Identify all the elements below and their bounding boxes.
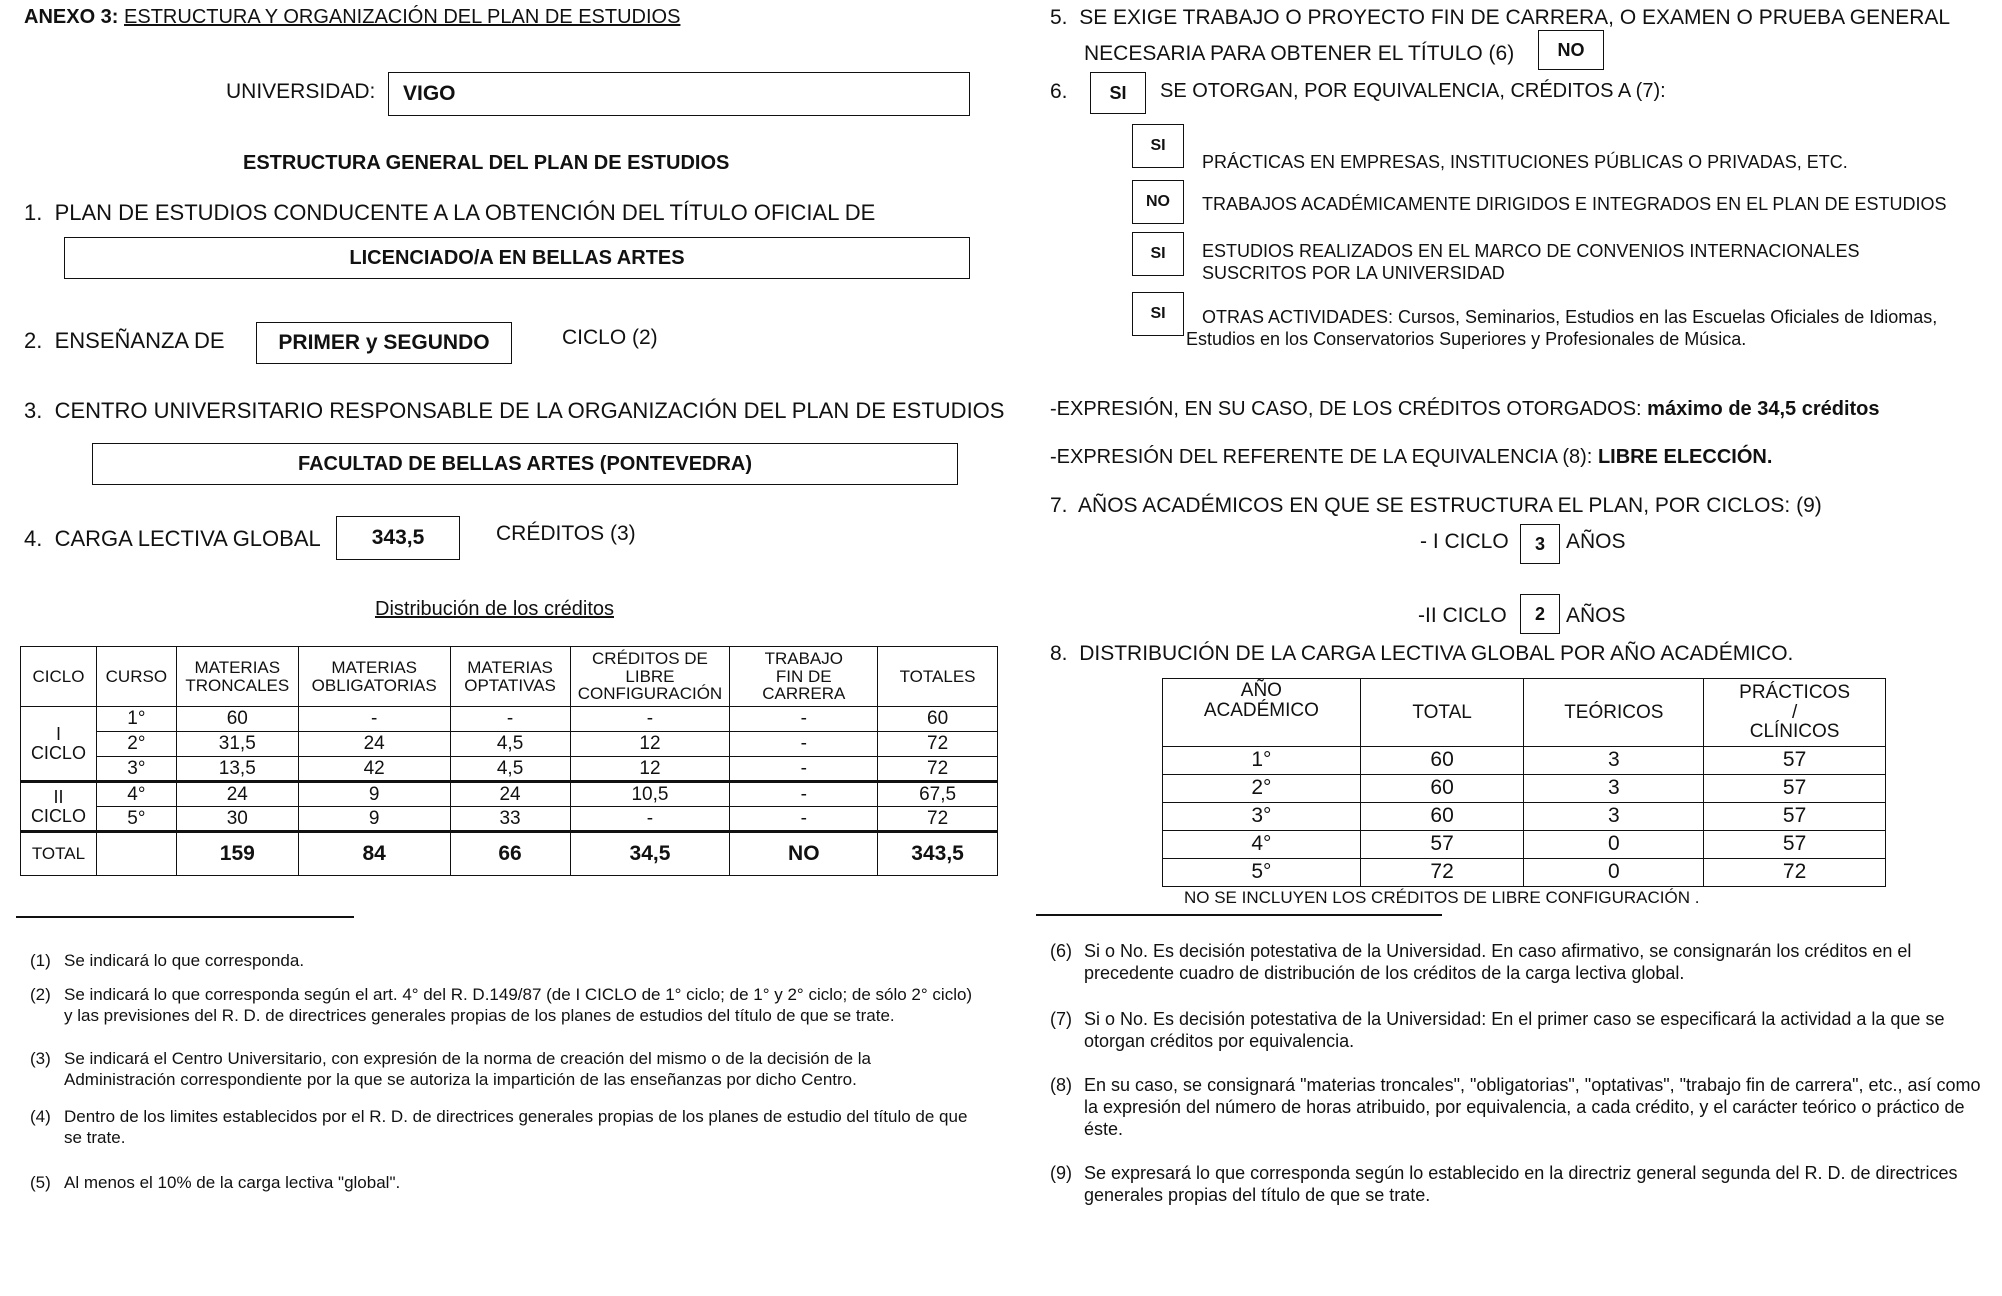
- table-cell: 72: [1360, 859, 1524, 887]
- option1-value: SI: [1150, 137, 1166, 154]
- table-cell: 3: [1524, 775, 1704, 803]
- table-cell: 67,5: [878, 782, 998, 807]
- footnote-9: (9) Se expresará lo que corresponda según lo establecido en la directriz general segunda del R. D. de directrices generales propias del título de que se trate.: [1050, 1163, 1958, 1205]
- table-cell: 60: [1360, 747, 1524, 775]
- item1-value-box: [64, 237, 970, 279]
- option4-text: [1186, 306, 1937, 350]
- table-cell: 13,5: [176, 757, 298, 782]
- option1-text: PRÁCTICAS EN EMPRESAS, INSTITUCIONES PÚBLICAS O PRIVADAS, ETC.: [1202, 152, 1848, 172]
- table-cell: 72: [878, 732, 998, 757]
- option4-box: [1132, 292, 1184, 336]
- table-cell: 60: [878, 707, 998, 732]
- header-obligatorias: MATERIAS OBLIGATORIAS: [298, 647, 450, 707]
- table-cell: 4°: [1163, 831, 1361, 859]
- item6-value-box: [1090, 72, 1146, 114]
- footnote-7: (7) Si o No. Es decisión potestativa de la Universidad: En el primer caso se especificará la actividad a la que se otorgan créditos por equivalencia.: [1050, 1009, 1945, 1051]
- item7-ciclo2-box: [1520, 594, 1560, 634]
- table-cell: 84: [298, 832, 450, 876]
- expresion1-line: [1050, 398, 1880, 421]
- item4-suffix: CRÉDITOS (3): [496, 522, 636, 545]
- item7-ciclo2-value: 2: [1534, 603, 1545, 624]
- item7-ciclo1-value: 3: [1534, 533, 1545, 554]
- table-cell: 2°: [96, 732, 176, 757]
- item4-value-box: [336, 516, 460, 560]
- item7-num: 7.: [1050, 494, 1068, 517]
- header-trabajo: TRABAJO FIN DE CARRERA: [730, 647, 878, 707]
- item1-text: PLAN DE ESTUDIOS CONDUCENTE A LA OBTENCIÓN DEL TÍTULO OFICIAL DE: [54, 200, 876, 225]
- table-cell: 10,5: [570, 782, 730, 807]
- ciclo1-cell: I CICLO: [21, 707, 97, 782]
- table-cell: 66: [450, 832, 570, 876]
- table-cell: 12: [570, 732, 730, 757]
- item2-suffix: CICLO (2): [562, 326, 658, 349]
- footnote-4: (4) Dentro de los limites establecidos por el R. D. de directrices generales propias de los planes de estudio del título de que se trate.: [30, 1107, 968, 1147]
- table-row: [1163, 803, 1886, 831]
- item8-line: [1050, 642, 1793, 666]
- option3-text: [1202, 240, 1859, 284]
- option3-text-line2: SUSCRITOS POR LA UNIVERSIDAD: [1202, 263, 1505, 283]
- expresion2-value: LIBRE ELECCIÓN.: [1597, 446, 1773, 468]
- table-row: [21, 782, 998, 807]
- footnote-2: (2) Se indicará lo que corresponda según el art. 4° del R. D.149/87 (de I CICLO de 1° ciclo; de 1° y 2° ciclo; de sólo 2° ciclo) y las previsiones del R. D. de directrices generales propias de los planes de estudios del título de que se trate.: [30, 985, 973, 1025]
- total-row: [21, 832, 998, 876]
- table-cell: 0: [1524, 859, 1704, 887]
- expresion2-label: -EXPRESIÓN DEL REFERENTE DE LA EQUIVALENCIA (8):: [1050, 446, 1593, 468]
- footnote-3: (3) Se indicará el Centro Universitario, con expresión de la norma de creación del mismo o de la decisión de la Administración correspondiente por la que se autoriza la impartición de las enseñanzas por dicho Centro.: [30, 1049, 871, 1089]
- header-optativas: MATERIAS OPTATIVAS: [450, 647, 570, 707]
- table-row: [21, 732, 998, 757]
- table-cell: 24: [176, 782, 298, 807]
- header-ano: AÑO ACADÉMICO: [1163, 679, 1361, 747]
- header-ciclo: CICLO: [21, 647, 97, 707]
- table-cell: -: [570, 707, 730, 732]
- table-cell: 3: [1524, 747, 1704, 775]
- universidad-value: VIGO: [403, 82, 456, 105]
- item1-line: [24, 200, 875, 226]
- table-cell: 5°: [96, 807, 176, 832]
- item7-ciclo1-label: - I CICLO: [1420, 530, 1509, 553]
- item7-text: AÑOS ACADÉMICOS EN QUE SE ESTRUCTURA EL PLAN, POR CICLOS: (9): [1078, 494, 1822, 517]
- item5-text-line1: SE EXIGE TRABAJO O PROYECTO FIN DE CARRERA, O EXAMEN O PRUEBA GENERAL: [1079, 6, 1951, 29]
- annex-heading: [24, 6, 680, 29]
- item6-value: SI: [1109, 82, 1127, 103]
- table-row: [21, 757, 998, 782]
- table-row: [1163, 775, 1886, 803]
- table-cell: 42: [298, 757, 450, 782]
- table-cell: 60: [176, 707, 298, 732]
- table-cell: -: [730, 707, 878, 732]
- table-cell: 9: [298, 782, 450, 807]
- universidad-value-box: [388, 72, 970, 116]
- item7-line: [1050, 494, 1822, 518]
- year-table: [1162, 678, 1886, 887]
- item3-text: CENTRO UNIVERSITARIO RESPONSABLE DE LA ORGANIZACIÓN DEL PLAN DE ESTUDIOS: [54, 398, 1005, 423]
- option4-value: SI: [1150, 305, 1166, 322]
- item2-value-box: [256, 322, 512, 364]
- item5-text-line2: NECESARIA PARA OBTENER EL TÍTULO (6): [1084, 42, 1515, 65]
- footnote-8: (8) En su caso, se consignará "materias troncales", "obligatorias", "optativas", "trabajo fin de carrera", etc., así como la expresión del número de horas atribuido, por equivalencia, a cada crédito, y el carácter teórico o práctico de éste.: [1050, 1075, 1981, 1139]
- table-cell: 9: [298, 807, 450, 832]
- table-cell: -: [730, 732, 878, 757]
- option4-text-line1: OTRAS ACTIVIDADES: Cursos, Seminarios, Estudios en las Escuelas Oficiales de Idiomas,: [1202, 307, 1938, 327]
- table-cell: 33: [450, 807, 570, 832]
- header-teoricos: TEÓRICOS: [1524, 679, 1704, 747]
- item3-num: 3.: [24, 398, 43, 423]
- table-cell: 72: [878, 807, 998, 832]
- distribucion-title: Distribución de los créditos: [375, 598, 614, 620]
- table-cell: 34,5: [570, 832, 730, 876]
- table-cell: 24: [450, 782, 570, 807]
- item2-value: PRIMER y SEGUNDO: [278, 331, 490, 354]
- header-curso: CURSO: [96, 647, 176, 707]
- year-header-row: [1163, 679, 1886, 747]
- table-cell: 3°: [96, 757, 176, 782]
- option3-value: SI: [1150, 245, 1166, 262]
- table-row: [21, 707, 998, 732]
- annex-label: ANEXO 3:: [24, 6, 119, 28]
- table-cell: 5°: [1163, 859, 1361, 887]
- table-cell: 57: [1704, 831, 1886, 859]
- table-cell: 343,5: [878, 832, 998, 876]
- option2-box: [1132, 180, 1184, 224]
- item5-line1: [1050, 6, 1998, 30]
- item3-line: [24, 398, 1004, 424]
- item2-line: [24, 328, 225, 354]
- option3-text-line1: ESTUDIOS REALIZADOS EN EL MARCO DE CONVENIOS INTERNACIONALES: [1202, 241, 1860, 261]
- header-totales: TOTALES: [878, 647, 998, 707]
- table-cell: 57: [1704, 803, 1886, 831]
- table-cell: 24: [298, 732, 450, 757]
- table-cell: 60: [1360, 803, 1524, 831]
- item8-num: 8.: [1050, 642, 1068, 665]
- table-cell: NO: [730, 832, 878, 876]
- item4-line: [24, 526, 321, 552]
- universidad-label: UNIVERSIDAD:: [226, 80, 376, 103]
- header-libre: CRÉDITOS DE LIBRE CONFIGURACIÓN: [570, 647, 730, 707]
- table-cell: -: [730, 807, 878, 832]
- table-cell: 31,5: [176, 732, 298, 757]
- item7-ciclo2-years: AÑOS: [1566, 604, 1626, 627]
- table-cell: 72: [1704, 859, 1886, 887]
- item4-text: CARGA LECTIVA GLOBAL: [54, 526, 321, 551]
- table-cell: 57: [1704, 775, 1886, 803]
- item3-value: FACULTAD DE BELLAS ARTES (PONTEVEDRA): [297, 452, 753, 475]
- expresion1-value: máximo de 34,5 créditos: [1647, 398, 1880, 420]
- table-cell: 72: [878, 757, 998, 782]
- table-cell: -: [730, 782, 878, 807]
- credits-header-row: [21, 647, 998, 707]
- item6-num: 6.: [1050, 80, 1068, 103]
- year-table-note: NO SE INCLUYEN LOS CRÉDITOS DE LIBRE CONFIGURACIÓN .: [1184, 888, 1700, 907]
- table-cell: 0: [1524, 831, 1704, 859]
- table-cell: 30: [176, 807, 298, 832]
- option2-value: NO: [1146, 193, 1170, 210]
- header-total: TOTAL: [1360, 679, 1524, 747]
- footnote-rule-right: [1036, 914, 1442, 916]
- item7-ciclo1-years: AÑOS: [1566, 530, 1626, 553]
- table-cell: 57: [1704, 747, 1886, 775]
- table-row: [1163, 831, 1886, 859]
- item5-value: NO: [1557, 39, 1585, 60]
- item5-value-box: [1538, 30, 1604, 70]
- header-practicos: PRÁCTICOS / CLÍNICOS: [1704, 679, 1886, 747]
- table-cell: 4,5: [450, 757, 570, 782]
- item5-num: 5.: [1050, 6, 1068, 29]
- table-cell: 1°: [1163, 747, 1361, 775]
- table-row: [1163, 859, 1886, 887]
- footnote-1: (1) Se indicará lo que corresponda.: [30, 951, 305, 970]
- table-cell: TOTAL: [21, 832, 97, 876]
- table-cell: 2°: [1163, 775, 1361, 803]
- estructura-title: ESTRUCTURA GENERAL DEL PLAN DE ESTUDIOS: [243, 152, 730, 174]
- item3-value-box: [92, 443, 958, 485]
- table-row: [1163, 747, 1886, 775]
- ciclo2-cell: II CICLO: [21, 782, 97, 832]
- option2-text: TRABAJOS ACADÉMICAMENTE DIRIGIDOS E INTEGRADOS EN EL PLAN DE ESTUDIOS: [1202, 194, 1947, 214]
- table-cell: 159: [176, 832, 298, 876]
- table-cell: 12: [570, 757, 730, 782]
- item4-value: 343,5: [371, 526, 425, 549]
- footnote-rule-left: [16, 916, 354, 918]
- item2-num: 2.: [24, 328, 43, 353]
- item1-value: LICENCIADO/A EN BELLAS ARTES: [349, 246, 685, 269]
- expresion2-line: [1050, 446, 1772, 469]
- item1-num: 1.: [24, 200, 43, 225]
- item2-text: ENSEÑANZA DE: [54, 328, 225, 353]
- table-cell: 4,5: [450, 732, 570, 757]
- table-cell: -: [730, 757, 878, 782]
- option3-box: [1132, 232, 1184, 276]
- table-cell: [96, 832, 176, 876]
- table-cell: -: [570, 807, 730, 832]
- footnote-6: (6) Si o No. Es decisión potestativa de la Universidad. En caso afirmativo, se consignarán los créditos en el precedente cuadro de distribución de los créditos de la carga lectiva global.: [1050, 941, 1912, 983]
- expresion1-label: -EXPRESIÓN, EN SU CASO, DE LOS CRÉDITOS OTORGADOS:: [1050, 398, 1642, 420]
- table-cell: 60: [1360, 775, 1524, 803]
- item8-text: DISTRIBUCIÓN DE LA CARGA LECTIVA GLOBAL POR AÑO ACADÉMICO.: [1079, 642, 1794, 665]
- table-cell: -: [298, 707, 450, 732]
- table-cell: 3: [1524, 803, 1704, 831]
- item7-ciclo2-label: -II CICLO: [1418, 604, 1507, 627]
- credits-table: [20, 646, 998, 876]
- table-row: [21, 807, 998, 832]
- item4-num: 4.: [24, 526, 43, 551]
- item6-text: SE OTORGAN, POR EQUIVALENCIA, CRÉDITOS A (7):: [1160, 80, 1666, 102]
- header-troncales: MATERIAS TRONCALES: [176, 647, 298, 707]
- table-cell: 1°: [96, 707, 176, 732]
- footnote-5: (5) Al menos el 10% de la carga lectiva "global".: [30, 1173, 401, 1192]
- option1-box: [1132, 124, 1184, 168]
- table-cell: 57: [1360, 831, 1524, 859]
- option4-text-line2: Estudios en los Conservatorios Superiores y Profesionales de Música.: [1186, 329, 1747, 349]
- table-cell: 4°: [96, 782, 176, 807]
- table-cell: 3°: [1163, 803, 1361, 831]
- annex-title: ESTRUCTURA Y ORGANIZACIÓN DEL PLAN DE ESTUDIOS: [124, 6, 681, 28]
- item7-ciclo1-box: [1520, 524, 1560, 564]
- table-cell: -: [450, 707, 570, 732]
